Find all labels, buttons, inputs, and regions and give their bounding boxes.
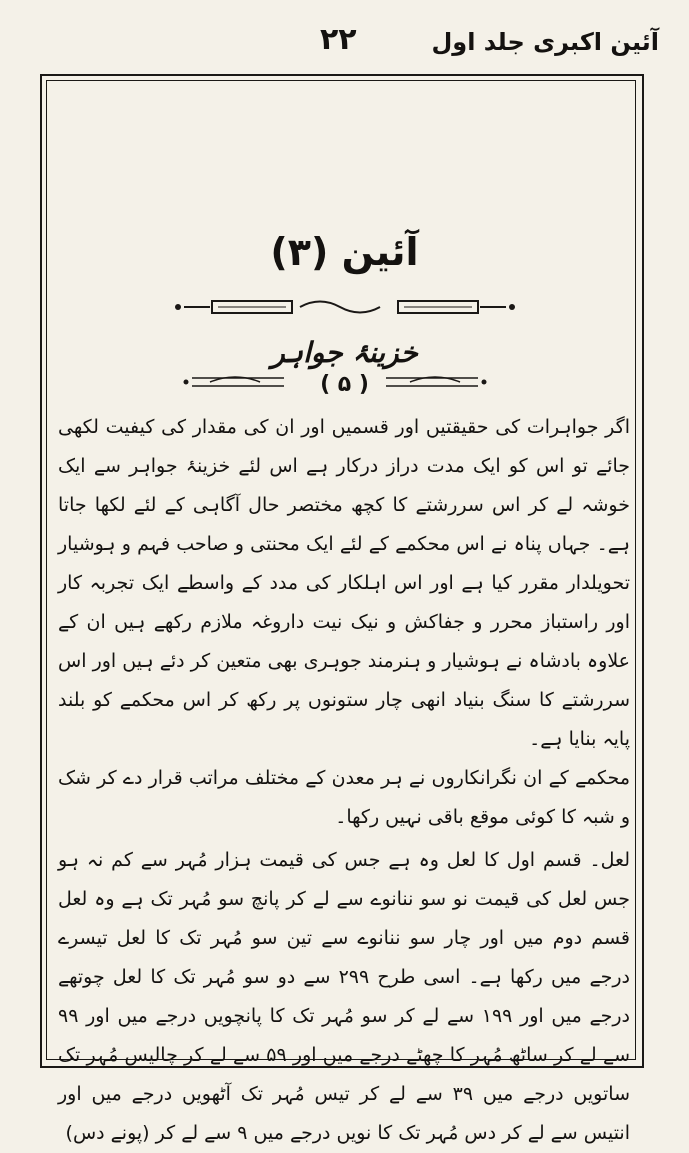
body-text (58, 408, 630, 1153)
section-marker: ( ۵ ) (320, 372, 369, 397)
paragraph-intro: اگر جواہرات کی حقیقتیں اور قسمیں اور ان کی مقدار کی کیفیت لکھی جائے تو اس کو ایک مدت دراز درکار ہے اس لئے خزینۂ جواہر سے ایک خوشہ لے کر اس سررشتے کا کچھ مختصر حال آگاہی کے لئے لکھا جاتا ہے۔ جہاں پناہ نے اس محکمے کے لئے ایک محنتی و صاحب فہم و ہوشیار تحویلدار مقرر کیا ہے اور اس اہلکار کی مدد کے واسطے ایک تجربہ کار اور راستباز محرر و جفاکش و نیک نیت داروغہ ملازم رکھے ہیں ان کے علاوہ بادشاہ نے ہوشیار و ہنرمند جوہری بھی متعین کر دئے ہیں اور اس سررشتے کا سنگ بنیاد انھی چار ستونوں پر رکھ کر اس محکمے کو بلند پایہ بنایا ہے۔ (58, 416, 630, 750)
page-header (20, 14, 669, 66)
paragraph-ruby-grades: لعل۔ قسم اول کا لعل وہ ہے جس کی قیمت ہزار مُہر سے کم نہ ہو جس لعل کی قیمت نو سو ننانوے سے لے کر پانچ سو مُہر تک ہے وہ لعل قسم دوم میں اور چار سو ننانوے سے تین سو مُہر تک کا لعل تیسرے درجے میں رکھا ہے۔ اسی طرح ۲۹۹ سے دو سو مُہر تک کا لعل چوتھے درجے میں اور ۱۹۹ سے لے کر سو مُہر تک کا پانچویں درجے میں اور ۹۹ سے لے کر ساٹھ مُہر کا چھٹے درجے میں اور ۵۹ سے لے کر چالیس مُہر تک ساتویں درجے میں ۳۹ سے لے کر تیس مُہر تک آٹھویں درجے میں اور انتیس سے لے کر دس مُہر تک کا نویں درجے میں ۹ سے لے کر (پونے دس) (58, 849, 630, 1144)
page-number: ۲۲ (320, 22, 357, 57)
section-subtitle: خزینۂ جواہر (271, 336, 418, 369)
running-title: آئین اکبری جلد اول (431, 28, 659, 56)
paragraph-supervisors: محکمے کے ان نگرانکاروں نے ہر معدن کے مختلف مراتب قرار دے کر شک و شبہ کا کوئی موقع باقی نہیں رکھا۔ (58, 767, 630, 828)
ornament-rule-right (380, 372, 490, 392)
section-heading: آئین (۳) (270, 230, 419, 274)
ornament-rule-top (170, 296, 520, 318)
